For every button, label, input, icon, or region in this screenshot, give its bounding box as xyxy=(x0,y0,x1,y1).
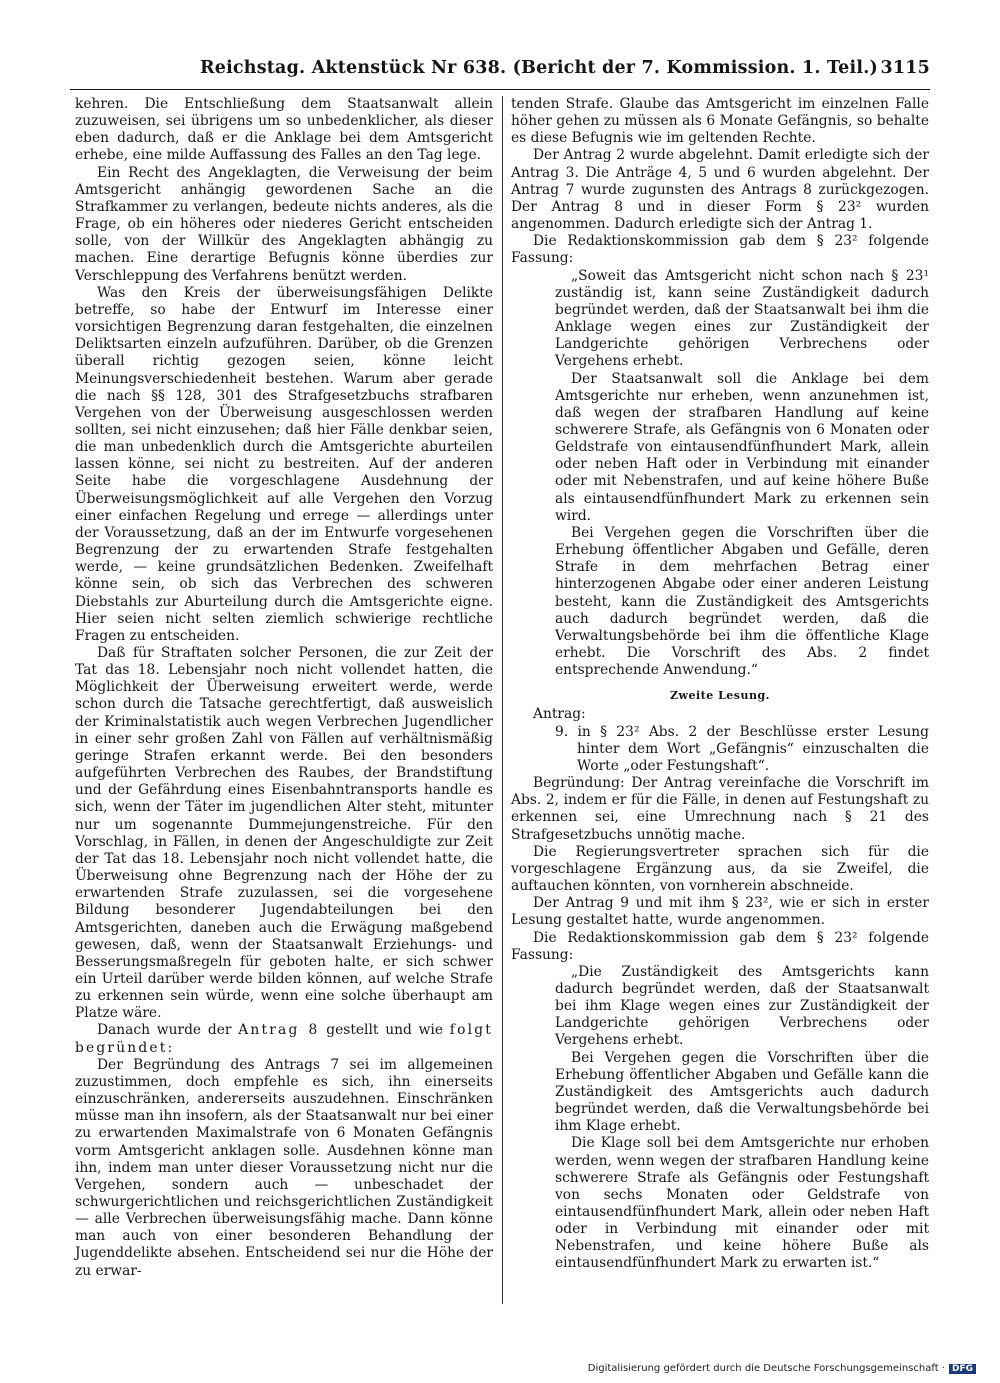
paragraph: Die Regierungsvertreter sprachen sich für die vorgeschlagene Ergänzung aus, da sie Zweifel, die auftauchen könnten, von vornherein abschneide. xyxy=(511,843,929,895)
running-title: Reichstag. Aktenstück Nr 638. (Bericht der 7. Kommission. 1. Teil.) xyxy=(200,58,878,78)
column-divider xyxy=(502,96,503,1304)
paragraph: Die Redaktionskommission gab dem § 23² folgende Fassung: xyxy=(511,233,929,267)
antrag-label: Antrag: xyxy=(533,706,586,723)
paragraph: Der Begründung des Antrags 7 sei im allgemeinen zuzustimmen, doch empfehle es sich, ihn einerseits einzuschränken, andererseits auszudehnen. Einschränken müsse man ihn insofern, als der Staatsanwalt nur bei einer zu erwartenden Maximalstrafe von 6 Monaten Gefängnis vorm Amtsgericht anklagen solle. Ausdehnen könne man ihn, indem man unter dieser Voraussetzung nicht nur die Vergehen, sondern auch — unbeschadet der schwurgerichtlichen und reichsgerichtlichen Zuständigkeit — alle Verbrechen überweisungsfähig mache. Dann könne man auch von einer besonderen Behandlung der Jugenddelikte absehen. Entscheidend sei nur die Höhe der zu erwar- xyxy=(75,1056,493,1279)
quoted-paragraph: „Soweit das Amtsgericht nicht schon nach § 23¹ zuständig ist, kann seine Zuständigkeit dadurch begründet werden, daß der Staatsanwalt bei ihm die Anklage wegen eines zur Zuständigkeit der Landgerichte gehörigen Verbrechens oder Vergehens erhebt. xyxy=(555,267,929,370)
quoted-paragraph: Bei Vergehen gegen die Vorschriften über die Erhebung öffentlicher Abgaben und Gefälle kann die Zuständigkeit des Amtsgerichts auch dadurch begründet werden, daß die Verwaltungsbehörde bei ihm Klage erhebt. xyxy=(555,1049,929,1135)
quoted-paragraph: Die Klage soll bei dem Amtsgerichte nur erhoben werden, wenn wegen der strafbaren Handlung keine schwerere Strafe als Gefängnis oder Festungshaft von sechs Monaten oder Geldstrafe von eintausendfünfhundert Mark, allein oder neben Haft oder in Verbindung mit einander oder mit Nebenstrafen, und keine höhere Buße als eintausendfünfhundert Mark zu erwarten ist.“ xyxy=(555,1135,929,1272)
paragraph: tenden Strafe. Glaube das Amtsgericht im einzelnen Falle höher gehen zu müssen als 6 Monate Gefängnis, so behalte es diese Befugnis wie im geltenden Rechte. xyxy=(511,96,929,147)
left-column xyxy=(75,96,493,1280)
digitization-credit: Digitalisierung gefördert durch die Deutsche Forschungsgemeinschaft · DFG xyxy=(588,1363,976,1374)
quoted-paragraph: Bei Vergehen gegen die Vorschriften über die Erhebung öffentlicher Abgaben und Gefälle, deren Strafe in dem mehrfachen Betrag einer hinterzogenen Abgabe oder einer anderen Leistung besteht, kann die Zuständigkeit des Amtsgerichts auch dadurch begründet werden, daß die Verwaltungsbehörde bei ihm die öffentliche Klage erhebt. Die Vorschrift des Abs. 2 findet entsprechende Anwendung.“ xyxy=(555,524,929,679)
page-number: 3115 xyxy=(880,58,930,78)
header-rule xyxy=(70,89,930,90)
antrag-item: 9. in § 23² Abs. 2 der Beschlüsse erster Lesung hinter dem Wort „Gefängnis“ einzuschalten die Worte „oder Festungshaft“. xyxy=(555,723,929,774)
quoted-paragraph: Der Staatsanwalt soll die Anklage bei dem Amtsgerichte nur erheben, wenn anzunehmen ist, daß wegen der strafbaren Handlung auf keine schwerere Strafe, als Gefängnis von 6 Monaten oder Geldstrafe von eintausendfünfhundert Mark, allein oder neben Haft oder in Verbindung mit einander oder mit Nebenstrafen, und auf keine höhere Buße als eintausendfünfhundert Mark zu erkennen sein wird. xyxy=(555,370,929,524)
paragraph: Der Antrag 2 wurde abgelehnt. Damit erledigte sich der Antrag 3. Die Anträge 4, 5 und 6 wurden abgelehnt. Der Antrag 7 wurde zugunsten des Antrags 8 zurückgezogen. Der Antrag 8 und in dieser Form § 23² wurden angenommen. Dadurch erledigte sich der Antrag 1. xyxy=(511,147,929,233)
paragraph: Die Redaktionskommission gab dem § 23² folgende Fassung: xyxy=(511,929,929,963)
paragraph: Was den Kreis der überweisungsfähigen Delikte betreffe, so habe der Entwurf im Interesse einer vorsichtigen Begrenzung daran festgehalten, die einzelnen Deliktsarten einzeln aufzuführen. Darüber, ob die Grenzen überall richtig gezogen seien, könne leicht Meinungsverschiedenheit bestehen. Warum aber gerade die nach §§ 128, 301 des Strafgesetzbuchs strafbaren Vergehen von der Überweisung ausgeschlossen werden sollten, sei nicht einzusehen; daß hier Fälle denkbar seien, die man unbedenklich durch die Amtsgerichte aburteilen lassen könne, sei nicht zu bestreiten. Auf der anderen Seite habe die vorgeschlagene Ausdehnung der Überweisungsmöglichkeit auf alle Vergehen den Vorzug einer einfachen Regelung und errege — allerdings unter der Voraussetzung, daß an der im Entwurfe vorgesehenen Begrenzung der zu erwartenden Strafe festgehalten werde, — keine grundsätzlichen Bedenken. Zweifelhaft könne sein, ob sich das Verbrechen des schweren Diebstahls zur Aburteilung durch die Amtsgerichte eigne. Hier seien nicht selten ziemlich schwierige rechtliche Fragen zu entscheiden. xyxy=(75,284,493,644)
paragraph: kehren. Die Entschließung dem Staatsanwalt allein zuzuweisen, sei übrigens um so unbedenklicher, als dieser eben dadurch, daß er die Anklage bei dem Amtsgericht erhebe, eine milde Auffassung des Falles an den Tag lege. xyxy=(75,96,493,164)
right-column xyxy=(511,96,929,1273)
paragraph: Ein Recht des Angeklagten, die Verweisung der beim Amtsgericht anhängig gewordenen Sache an die Strafkammer zu verlangen, bedeute nichts anderes, als die Frage, ob ein höheres oder niederes Gericht entscheiden solle, von der Willkür des Angeklagten abhängig zu machen. Eine derartige Befugnis könne überdies zur Verschleppung des Verfahrens benützt werden. xyxy=(75,164,493,284)
antrag-8-intro: Danach wurde der Antrag 8 gestellt und wie folgt begründet: xyxy=(75,1022,493,1056)
quoted-paragraph: „Die Zuständigkeit des Amtsgerichts kann dadurch begründet werden, daß der Staatsanwalt bei ihm Klage wegen eines zur Zuständigkeit der Landgerichte gehörigen Verbrechens oder Vergehens erhebt. xyxy=(555,963,929,1049)
section-subheading: Zweite Lesung. xyxy=(669,689,771,703)
paragraph: Der Antrag 9 und mit ihm § 23², wie er sich in erster Lesung gestaltet hatte, wurde angenommen. xyxy=(511,895,929,929)
paragraph: Daß für Straftaten solcher Personen, die zur Zeit der Tat das 18. Lebensjahr noch nicht vollendet hatten, die Möglichkeit der Überweisung erweitert werde, werde schon durch die Tatsache gerechtfertigt, daß ausweislich der Kriminalstatistik auch wegen Verbrechen Jugendlicher in einer sehr großen Zahl von Fällen auf verhältnismäßig geringe Strafen erkannt werde. Bei den besonders aufgeführten Verbrechen des Raubes, der Brandstiftung und der Gefährdung eines Eisenbahntransports handle es sich, wenn der Täter im jugendlichen Alter steht, mitunter nur um sogenannte Dummejungenstreiche. Für den Vorschlag, in Fällen, in denen der Angeschuldigte zur Zeit der Tat das 18. Lebensjahr noch nicht vollendet hatte, die Überweisung ohne Begrenzung nach der Höhe der zu erwartenden Strafe zuzulassen, sei die vorgesehene Bildung besonderer Jugendabteilungen bei den Amtsgerichten, daneben auch die Erwägung maßgebend gewesen, daß, wenn der Staatsanwalt Erziehungs- und Besserungsmaßregeln für geboten halte, er sich schwer ein Urteil darüber werde bilden können, auf welche Strafe zu erkennen sein würde, wenn eine solche überhaupt am Platze wäre. xyxy=(75,645,493,1022)
paragraph: Begründung: Der Antrag vereinfache die Vorschrift im Abs. 2, indem er für die Fälle, in denen auf Festungshaft zu erkennen sei, eine Umrechnung nach § 21 des Strafgesetzbuchs unnötig mache. xyxy=(511,775,929,843)
dfg-logo: DFG xyxy=(949,1364,976,1374)
page-header xyxy=(70,56,930,86)
